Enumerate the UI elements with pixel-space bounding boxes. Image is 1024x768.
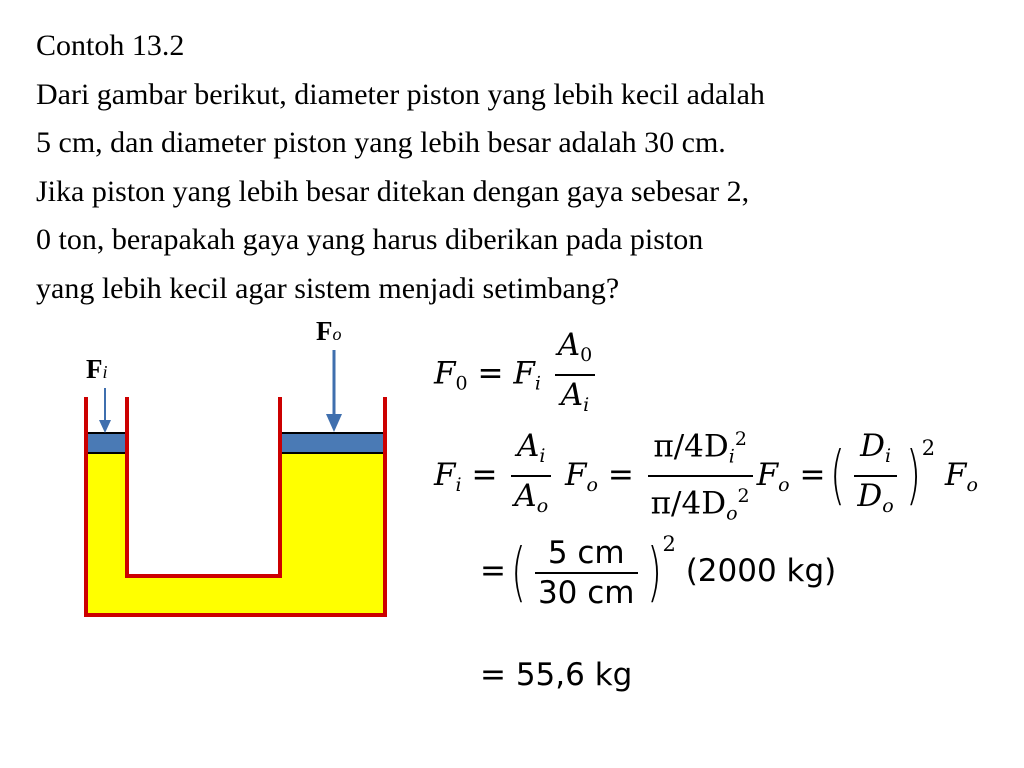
large-piston [280, 433, 385, 453]
equation-3: =( $\frac{5 cm}{30 cm}$ )$^2$ (2000 kg) [480, 532, 837, 611]
equation-2: $F_i$ = $\frac{A_i}{A_o}$ $F_o$ = $\frac{\pi/4D_i^2}{\pi/4D_o^2}$ $F_o$ =( $\frac{D_i}{D_o}$ )$^2$ $F_o$ [434, 420, 978, 533]
equation-1: $F_0 = F_i$ $\frac{A_0}{A_i}$ [434, 326, 599, 424]
problem-line-1: Dari gambar berikut, diameter piston yang lebih kecil adalah [36, 77, 765, 111]
problem-line-2: 5 cm, dan diameter piston yang lebih besar adalah 30 cm. [36, 126, 726, 159]
small-piston [86, 433, 127, 453]
force-in-label: Fi [86, 354, 108, 384]
equation-4-result: = 55,6 kg [480, 657, 633, 693]
example-title: Contoh 13.2 [36, 29, 185, 62]
problem-line-4: 0 ton, berapakah gaya yang harus diberikan pada piston [36, 223, 704, 256]
hydraulic-fluid [86, 453, 385, 615]
problem-line-5: yang lebih kecil agar sistem menjadi setimbang? [36, 271, 620, 305]
container-inner-wall [127, 397, 280, 576]
problem-line-3: Jika piston yang lebih besar ditekan dengan gaya sebesar 2, [36, 174, 750, 208]
force-out-label: Fo [316, 316, 342, 346]
